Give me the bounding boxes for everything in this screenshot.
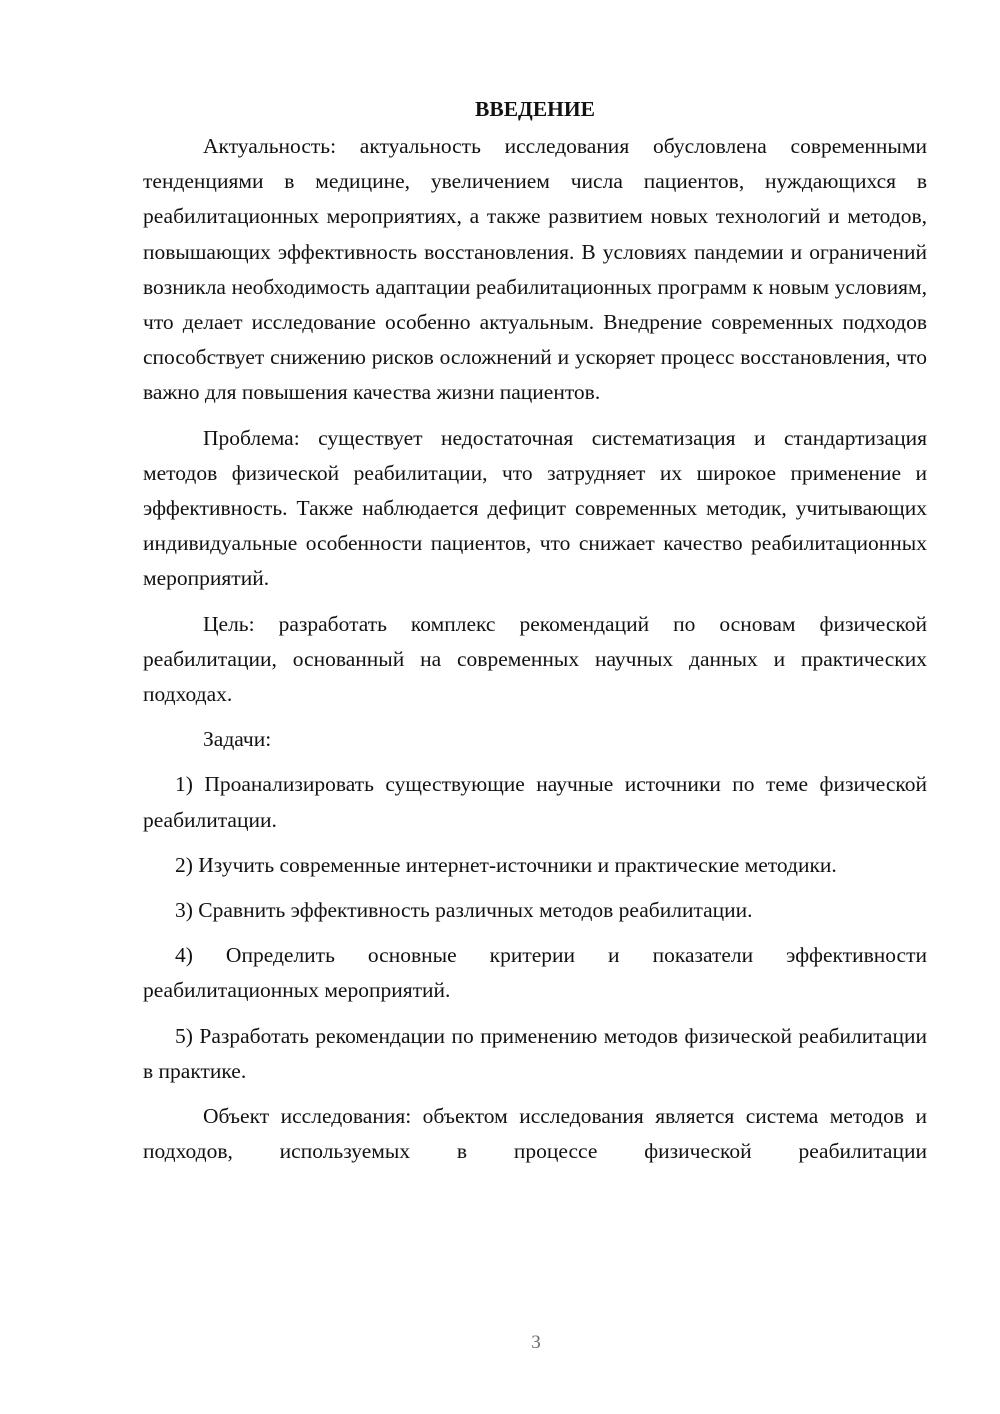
page-number: 3: [531, 1332, 541, 1353]
task-item-5: 5) Разработать рекомендации по применению методов физической реабилитации в практике.: [143, 1023, 927, 1083]
paragraph-tasks-heading: Задачи:: [203, 727, 272, 752]
task-item-3: 3) Сравнить эффективность различных методов реабилитации.: [175, 898, 753, 923]
paragraph-problem: Проблема: существует недостаточная систематизация и стандартизация методов физической реабилитации, что затрудняет их широкое применение и эффективность. Также наблюдается дефицит современных методик, учитывающих индивидуальные особенности пациентов, что снижает качество реабилитационных мероприятий.: [143, 425, 927, 591]
paragraph-object: Объект исследования: объектом исследования является система методов и подходов, используемых в процессе физической реабилитации: [143, 1104, 927, 1164]
task-item-1: 1) Проанализировать существующие научные источники по теме физической реабилитации.: [143, 772, 927, 832]
section-title: ВВЕДЕНИЕ: [475, 97, 595, 121]
task-item-4: 4) Определить основные критерии и показатели эффективности реабилитационных мероприятий.: [143, 943, 927, 1003]
document-page: [143, 92, 927, 1179]
paragraph-goal: Цель: разработать комплекс рекомендаций по основам физической реабилитации, основанный на современных научных данных и практических подходах.: [143, 611, 927, 707]
paragraph-relevance: Актуальность: актуальность исследования обусловлена современными тенденциями в медицине, увеличением числа пациентов, нуждающихся в реабилитационных мероприятиях, а также развитием новых технологий и методов, повышающих эффективность восстановления. В условиях пандемии и ограничений возникла необходимость адаптации реабилитационных программ к новым условиям, что делает исследование особенно актуальным. Внедрение современных подходов способствует снижению рисков осложнений и ускоряет процесс восстановления, что важно для повышения качества жизни пациентов.: [143, 134, 927, 405]
task-item-2: 2) Изучить современные интернет-источники и практические методики.: [175, 852, 837, 877]
